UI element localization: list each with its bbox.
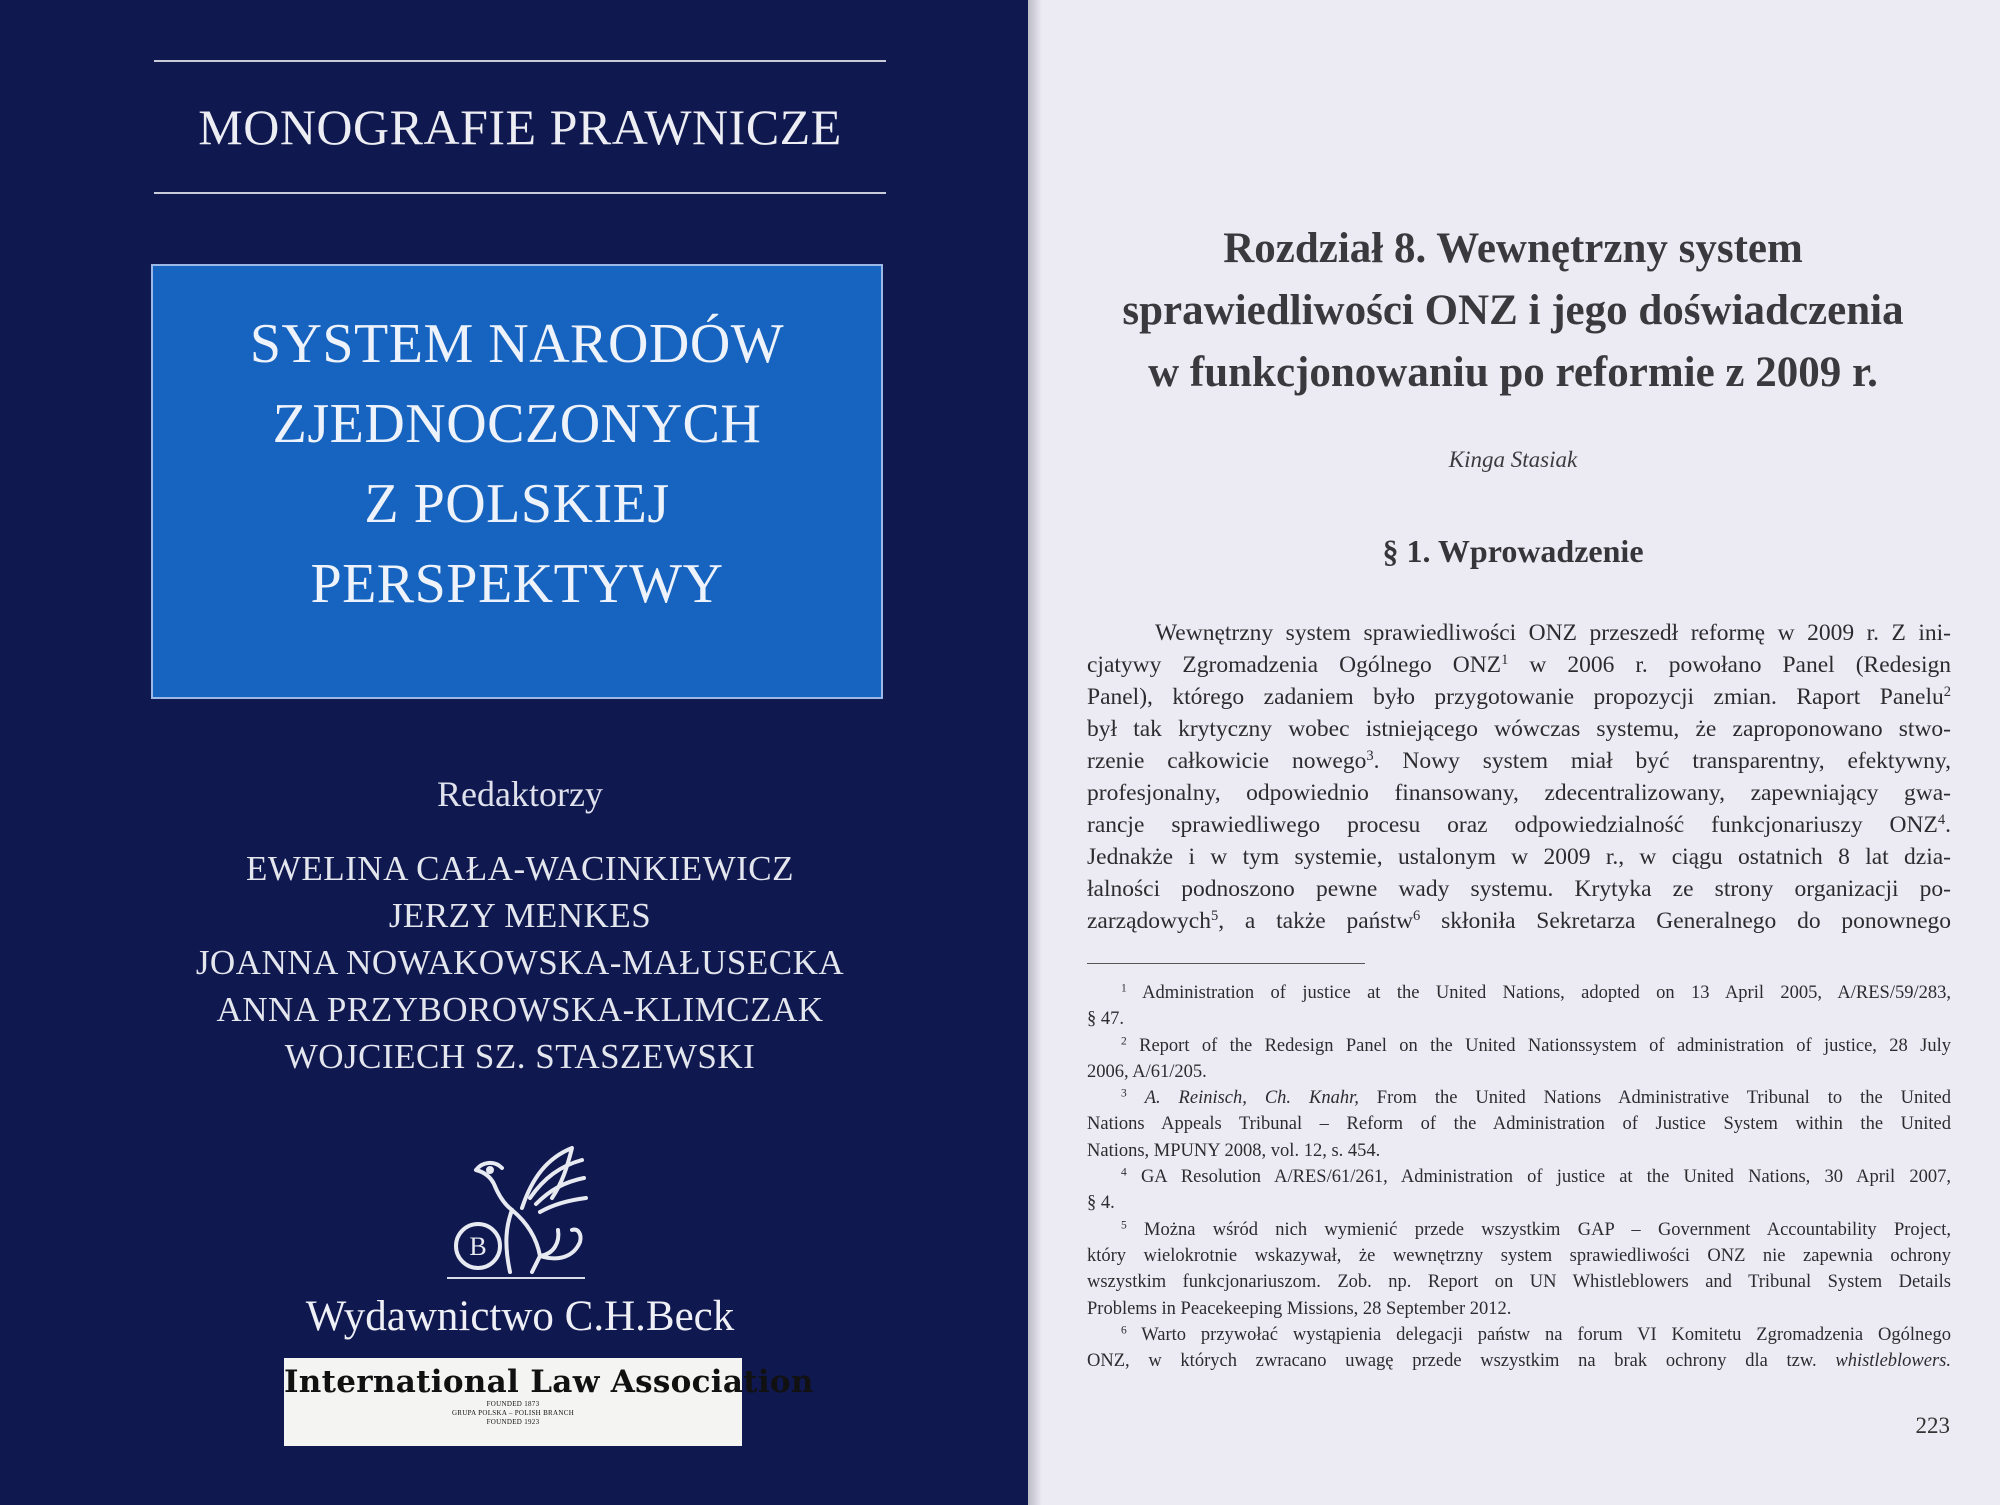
footnote-line: 2006, A/61/205. bbox=[1087, 1061, 1207, 1082]
footnote-line: $^2$ Report of the Redesign Panel on the United Nationssystem of administration of justice, 28 July bbox=[1121, 1035, 1951, 1056]
footnote-line: $^1$ Administration of justice at the United Nations, adopted on 13 April 2005, A/RES/59/283, bbox=[1121, 982, 1951, 1003]
ila-name: International Law Association bbox=[284, 1364, 814, 1400]
ila-branch: GRUPA POLSKA – POLISH BRANCH bbox=[451, 1409, 575, 1417]
body-line: rzenie całkowicie nowego$^3$. Nowy system miał być transparentny, efektywny, bbox=[1087, 748, 1951, 774]
editors-list bbox=[154, 845, 886, 1080]
chapter-title bbox=[1088, 218, 1938, 404]
body-line: zarządowych$^5$, a także państw$^6$ skłoniła Sekretarza Generalnego do ponownego bbox=[1087, 908, 1952, 934]
editor-name: ANNA PRZYBOROWSKA-KLIMCZAK bbox=[216, 990, 824, 1029]
footnote-number: 6 bbox=[1121, 1324, 1127, 1337]
footnote-number: 2 bbox=[1121, 1035, 1127, 1048]
chapter-title-line: Rozdział 8. Wewnętrzny system bbox=[1223, 225, 1803, 272]
book-page bbox=[1028, 0, 2000, 1505]
editors-label: Redaktorzy bbox=[437, 774, 603, 814]
body-line: rancje sprawiedliwego procesu oraz odpowiedzialność funkcjonariuszy ONZ$^4$. bbox=[1087, 812, 1951, 838]
body-line: łalności podnoszono pewne wady systemu. Krytyka ze strony organizacji po- bbox=[1087, 876, 1951, 902]
body-paragraph bbox=[1087, 617, 1951, 937]
footnote-line: § 4. bbox=[1087, 1193, 1115, 1214]
footnote-line: § 47. bbox=[1087, 1009, 1124, 1030]
book-title-box bbox=[151, 264, 883, 699]
footnote-line: Nations Appeals Tribunal – Reform of the Administration of Justice System within the United bbox=[1087, 1114, 1951, 1135]
footnote-authors: A. Reinisch, Ch. Knahr, bbox=[1144, 1088, 1359, 1109]
body-line: profesjonalny, odpowiednio finansowany, zdecentralizowany, zapewniający gwa- bbox=[1087, 780, 1951, 806]
top-rule bbox=[154, 60, 886, 62]
book-title-line: Z POLSKIEJ bbox=[364, 473, 670, 535]
footnote-line: wszystkim funkcjonariuszom. Zob. np. Report on UN Whistleblowers and Tribunal System Details bbox=[1087, 1272, 1951, 1293]
book-title-line: PERSPEKTYWY bbox=[310, 553, 724, 615]
section-heading: § 1. Wprowadzenie bbox=[1382, 533, 1644, 569]
footnote-rule bbox=[1087, 963, 1365, 964]
publisher-name: Wydawnictwo C.H.Beck bbox=[305, 1293, 735, 1340]
footnote-ref[interactable]: 5 bbox=[1210, 908, 1219, 924]
footnote-ref[interactable]: 3 bbox=[1366, 748, 1374, 764]
footnotes bbox=[1087, 980, 1951, 1374]
ila-founded: FOUNDED 1873 bbox=[486, 1400, 540, 1408]
editor-name: JERZY MENKES bbox=[388, 896, 652, 935]
body-line: cjatywy Zgromadzenia Ogólnego ONZ$^1$ w 2006 r. powołano Panel (Redesign bbox=[1087, 652, 1951, 678]
chapter-author: Kinga Stasiak bbox=[1448, 447, 1578, 472]
griffin-logo-icon bbox=[432, 1138, 602, 1278]
page-gutter bbox=[1028, 0, 1042, 1505]
chapter-title-line: sprawiedliwości ONZ i jego doświadczenia bbox=[1122, 287, 1904, 334]
body-line: był tak krytyczny wobec istniejącego wówczas systemu, że zaproponowano stwo- bbox=[1087, 716, 1951, 742]
footnote-line: ONZ, w których zwracano uwagę przede wszystkim na brak ochrony dla tzw. whistleblowers. bbox=[1087, 1351, 1951, 1372]
series-rule bbox=[154, 192, 886, 194]
footnote-ref[interactable]: 4 bbox=[1937, 812, 1946, 828]
ila-badge bbox=[284, 1358, 814, 1446]
series-title: MONOGRAFIE PRAWNICZE bbox=[198, 99, 842, 155]
footnote-ref[interactable]: 6 bbox=[1413, 908, 1421, 924]
ila-branch-founded: FOUNDED 1923 bbox=[486, 1418, 540, 1426]
book-title-line: SYSTEM NARODÓW bbox=[249, 313, 785, 375]
footnote-number: 4 bbox=[1121, 1166, 1127, 1179]
footnote-line: Problems in Peacekeeping Missions, 28 September 2012. bbox=[1087, 1298, 1512, 1319]
svg-text:B: B bbox=[469, 1232, 487, 1261]
footnote-line: $^4$ GA Resolution A/RES/61/261, Administration of justice at the United Nations, 30 April 2007, bbox=[1121, 1166, 1951, 1188]
footnote-line: Nations, MPUNY 2008, vol. 12, s. 454. bbox=[1087, 1140, 1381, 1161]
footnote-line: $^5$ Można wśród nich wymienić przede wszystkim GAP – Government Accountability Project, bbox=[1121, 1219, 1951, 1240]
body-line: Panel), którego zadaniem było przygotowanie propozycji zmian. Raport Panelu$^2$ bbox=[1087, 684, 1951, 710]
footnote-line: $^6$ Warto przywołać wystąpienia delegacji państw na forum VI Komitetu Zgromadzenia Ogólnego bbox=[1121, 1324, 1951, 1345]
footnote-number: 5 bbox=[1121, 1219, 1127, 1232]
chapter-title-line: w funkcjonowaniu po reformie z 2009 r. bbox=[1148, 349, 1878, 396]
footnote-line: który wielokrotnie wskazywał, że wewnętrzny system sprawiedliwości ONZ nie zapewnia ochrony bbox=[1087, 1245, 1951, 1266]
editor-name: WOJCIECH SZ. STASZEWSKI bbox=[284, 1037, 756, 1076]
logo-rule bbox=[447, 1277, 585, 1279]
footnote-ref[interactable]: 2 bbox=[1943, 684, 1951, 700]
book-title-line: ZJEDNOCZONYCH bbox=[272, 393, 762, 455]
footnote-italic-term: whistleblowers. bbox=[1835, 1351, 1951, 1372]
editor-name: EWELINA CAŁA-WACINKIEWICZ bbox=[245, 849, 795, 888]
body-line: Jednakże i w tym systemie, ustalonym w 2009 r., w ciągu ostatnich 8 lat dzia- bbox=[1087, 844, 1951, 870]
body-line: Wewnętrzny system sprawiedliwości ONZ przeszedł reformę w 2009 r. Z ini- bbox=[1155, 620, 1951, 646]
page-number: 223 bbox=[1915, 1413, 1950, 1438]
footnote-number: 3 bbox=[1121, 1087, 1127, 1100]
footnote-line: $^3$ A. Reinisch, Ch. Knahr, From the United Nations Administrative Tribunal to the United bbox=[1121, 1087, 1951, 1109]
footnote-ref[interactable]: 1 bbox=[1501, 652, 1509, 668]
editor-name: JOANNA NOWAKOWSKA-MAŁUSECKA bbox=[195, 943, 845, 982]
footnote-number: 1 bbox=[1121, 982, 1127, 995]
